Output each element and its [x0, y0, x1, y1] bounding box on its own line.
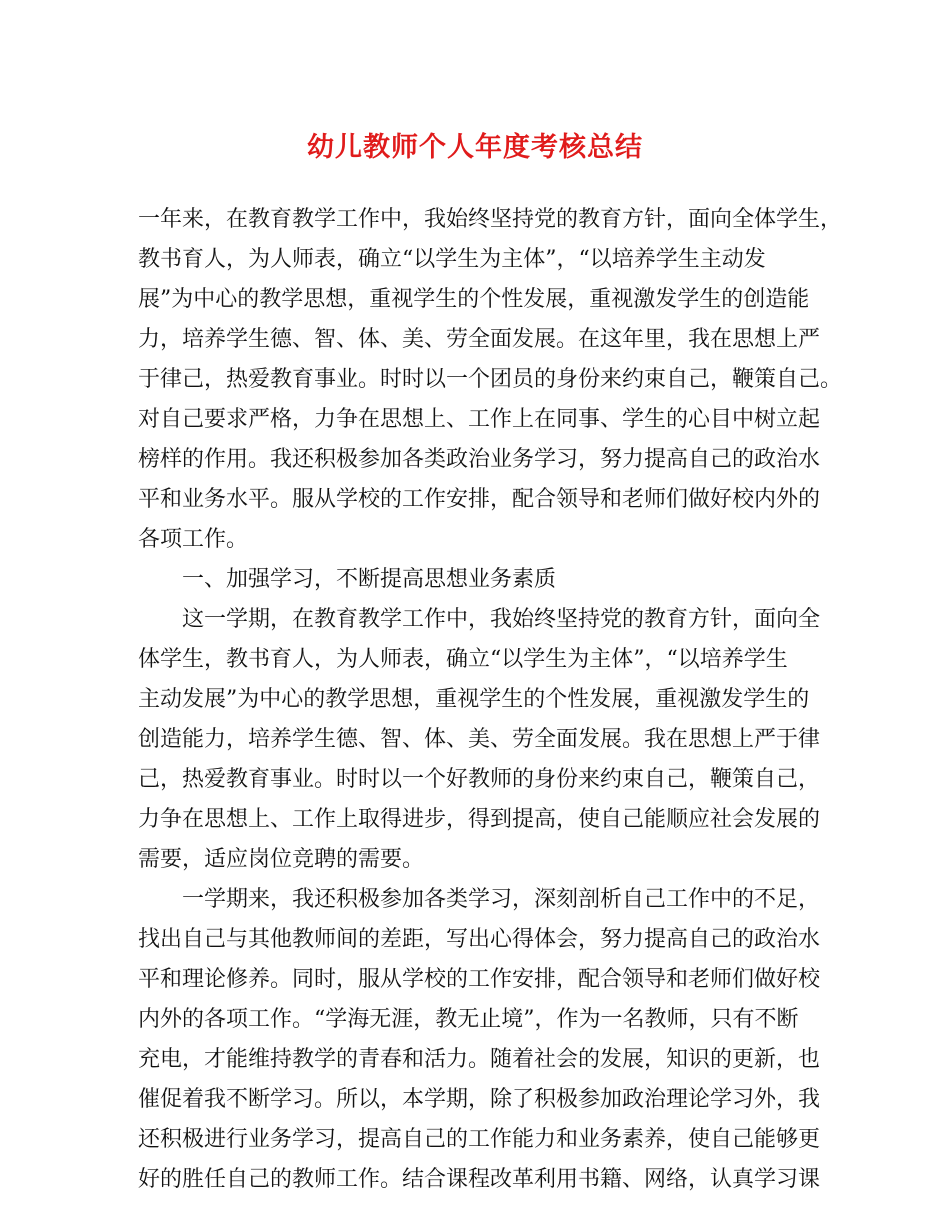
text-line: 一年来，在教育教学工作中，我始终坚持党的教育方针，面向全体学生， [138, 207, 843, 232]
document-body [138, 200, 843, 1200]
text-line: 这一学期，在教育教学工作中，我始终坚持党的教育方针，面向全 [182, 607, 821, 632]
text-line: 力争在思想上、工作上取得进步，得到提高，使自己能顺应社会发展的 [138, 807, 821, 832]
text-line: 对自己要求严格，力争在思想上、工作上在同事、学生的心目中树立起 [138, 407, 821, 432]
text-line: 主动发展”为中心的教学思想，重视学生的个性发展，重视激发学生的 [138, 687, 810, 712]
text-line: 体学生，教书育人，为人师表，确立“以学生为主体”，“以培养学生 [138, 647, 788, 672]
text-line: 于律己，热爱教育事业。时时以一个团员的身份来约束自己，鞭策自己。 [138, 367, 843, 392]
text-line: 催促着我不断学习。所以，本学期，除了积极参加政治理论学习外，我 [138, 1087, 821, 1112]
text-line: 需要，适应岗位竞聘的需要。 [138, 847, 425, 872]
text-line: 榜样的作用。我还积极参加各类政治业务学习，努力提高自己的政治水 [138, 447, 821, 472]
text-line: 找出自己与其他教师间的差距，写出心得体会，努力提高自己的政治水 [138, 927, 821, 952]
text-line: 内外的各项工作。“学海无涯，教无止境”，作为一名教师，只有不断 [138, 1007, 799, 1032]
text-line: 力，培养学生德、智、体、美、劳全面发展。在这年里，我在思想上严 [138, 327, 821, 352]
text-line: 己，热爱教育事业。时时以一个好教师的身份来约束自己，鞭策自己， [138, 767, 821, 792]
text-line: 一学期来，我还积极参加各类学习，深刻剖析自己工作中的不足， [182, 887, 821, 912]
text-line: 好的胜任自己的教师工作。结合课程改革利用书籍、网络，认真学习课 [138, 1167, 821, 1192]
text-line: 充电，才能维持教学的青春和活力。随着社会的发展，知识的更新，也 [138, 1047, 821, 1072]
document-title: 幼儿教师个人年度考核总结 [307, 132, 643, 163]
text-line: 平和业务水平。服从学校的工作安排，配合领导和老师们做好校内外的 [138, 487, 821, 512]
text-line: 还积极进行业务学习，提高自己的工作能力和业务素养，使自己能够更 [138, 1127, 821, 1152]
section-heading: 一、加强学习，不断提高思想业务素质 [182, 567, 557, 592]
text-line: 教书育人，为人师表，确立“以学生为主体”，“以培养学生主动发 [138, 247, 766, 272]
text-line: 展”为中心的教学思想，重视学生的个性发展，重视激发学生的创造能 [138, 287, 810, 312]
text-line: 各项工作。 [138, 527, 249, 552]
text-line: 平和理论修养。同时，服从学校的工作安排，配合领导和老师们做好校 [138, 967, 821, 992]
text-line: 创造能力，培养学生德、智、体、美、劳全面发展。我在思想上严于律 [138, 727, 821, 752]
